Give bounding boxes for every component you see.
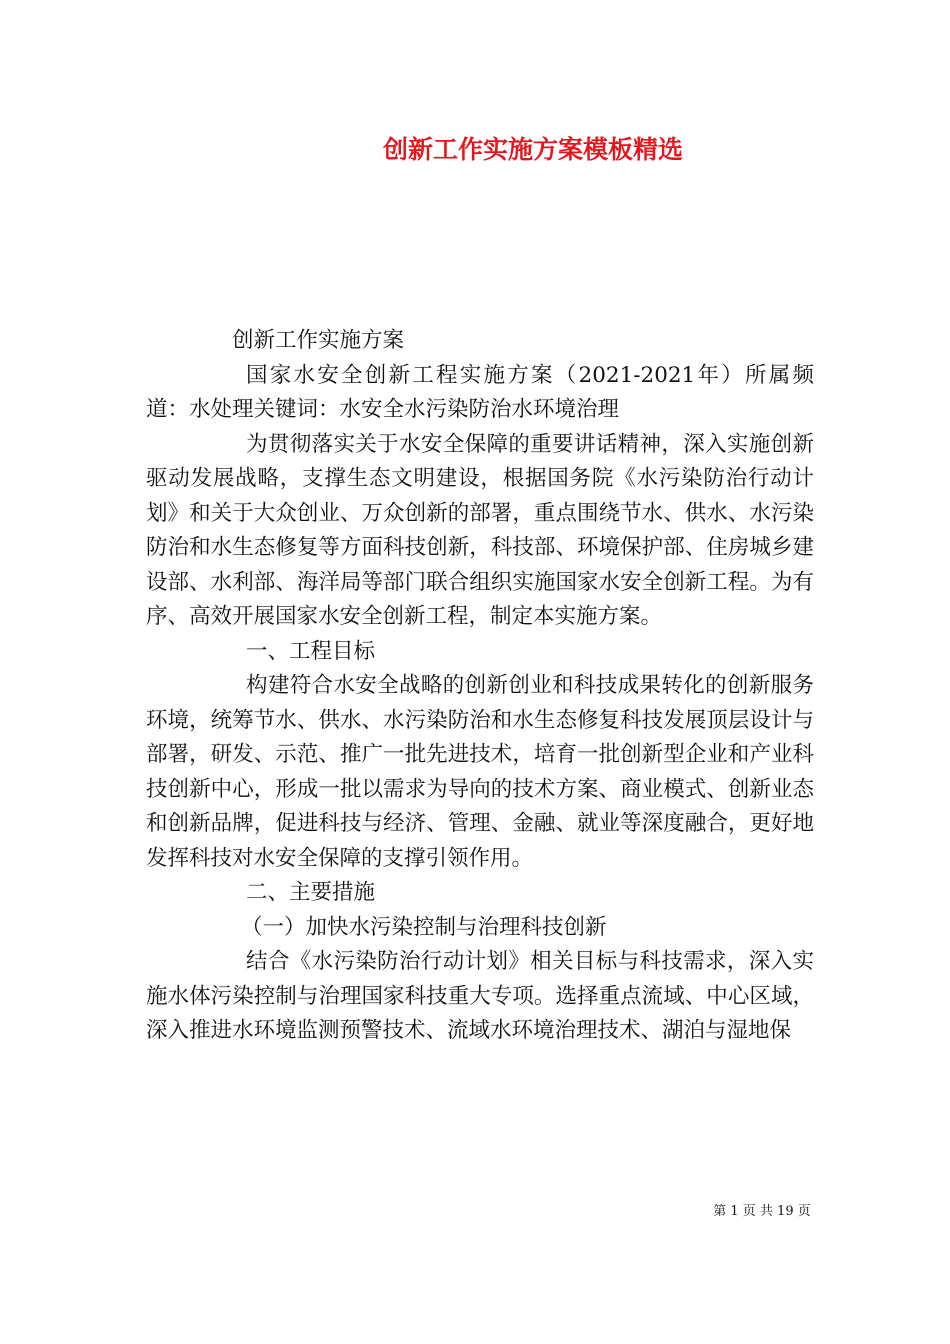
section-heading-measures: 二、主要措施	[246, 880, 376, 905]
meta-paragraph: 国家水安全创新工程实施方案（2021-2021年）所属频道：水处理关键词：水安全水污染防治水环境治理	[146, 362, 814, 422]
body-heading: 创新工作实施方案	[232, 328, 405, 353]
document-title: 创新工作实施方案模板精选	[382, 135, 683, 164]
subsection-heading-pollution: （一）加快水污染控制与治理科技创新	[241, 914, 607, 940]
intro-paragraph: 为贯彻落实关于水安全保障的重要讲话精神，深入实施创新驱动发展战略，支撑生态文明建设，根据国务院《水污染防治行动计划》和关于大众创业、万众创新的部署，重点围绕节水、供水、水污染防治和水生态修复等方面科技创新，科技部、环境保护部、住房城乡建设部、水利部、海洋局等部门联合组织实施国家水安全创新工程。为有序、高效开展国家水安全创新工程，制定本实施方案。	[146, 431, 814, 629]
goals-paragraph: 构建符合水安全战略的创新创业和科技成果转化的创新服务环境，统筹节水、供水、水污染防治和水生态修复科技发展顶层设计与部署，研发、示范、推广一批先进技术，培育一批创新型企业和产业科技创新中心，形成一批以需求为导向的技术方案、商业模式、创新业态和创新品牌，促进科技与经济、管理、金融、就业等深度融合，更好地发挥科技对水安全保障的支撑引领作用。	[146, 673, 814, 871]
section-heading-goals: 一、工程目标	[246, 638, 376, 664]
pollution-paragraph: 结合《水污染防治行动计划》相关目标与科技需求，深入实施水体污染控制与治理国家科技重大专项。选择重点流域、中心区域，深入推进水环境监测预警技术、流域水环境治理技术、湖泊与湿地保	[146, 949, 814, 1043]
page-number: 第 1 页 共 19 页	[713, 1204, 811, 1219]
document-body	[146, 324, 814, 1049]
